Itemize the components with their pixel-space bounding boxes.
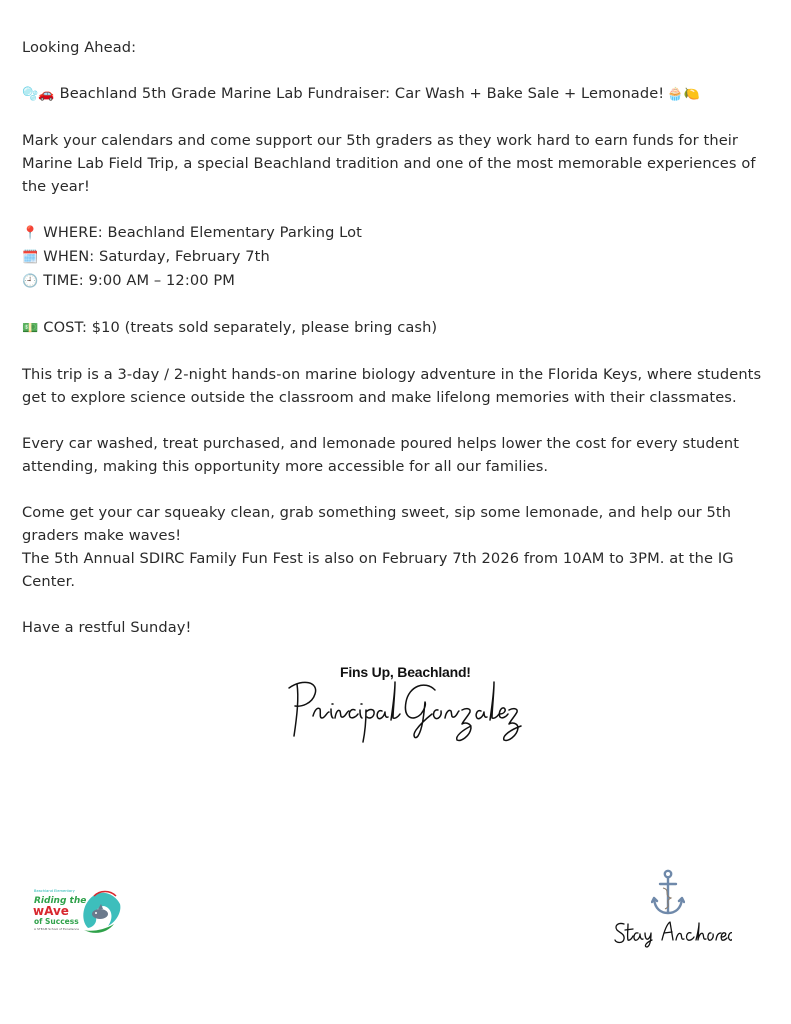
time-text: TIME: 9:00 AM – 12:00 PM <box>43 272 235 289</box>
bubbles-car-icon: 🫧🚗 <box>22 87 55 102</box>
clock-icon: 🕘 <box>22 274 39 289</box>
school-logo <box>30 884 126 944</box>
letter-body <box>22 36 779 639</box>
cost-text: COST: $10 (treats sold separately, please bring cash) <box>43 319 438 336</box>
calendar-icon: 🗓️ <box>22 250 39 265</box>
intro-paragraph: Mark your calendars and come support our 5th graders as they work hard to earn funds for their Marine Lab Field Trip, a special Beachland tradition and one of the most memorable experiences of the year! <box>22 132 756 195</box>
anchor-icon <box>651 869 685 917</box>
heading: Looking Ahead: <box>22 39 137 56</box>
where-text: WHERE: Beachland Elementary Parking Lot <box>43 224 363 241</box>
logo-tagline: A STEAM School of Excellence <box>34 927 80 931</box>
impact-paragraph: Every car washed, treat purchased, and lemonade poured helps lower the cost for every student attending, making this opportunity more accessible for all our families. <box>22 435 740 475</box>
signature-drawing <box>285 676 535 746</box>
when-text: WHEN: Saturday, February 7th <box>43 248 270 265</box>
when-line <box>22 245 779 269</box>
logo-line-3: of Success <box>34 917 79 926</box>
logo-line-2: wAve <box>33 904 69 918</box>
time-line <box>22 269 779 293</box>
logo-top-line: Beachland Elementary <box>34 889 75 893</box>
cupcake-lemon-icon: 🧁🍋 <box>667 87 700 102</box>
closing-line: Have a restful Sunday! <box>22 619 192 636</box>
call-to-action: Come get your car squeaky clean, grab something sweet, sip some lemonade, and help our 5th graders make waves! <box>22 504 732 544</box>
event-title <box>22 82 779 106</box>
family-fun-fest: The 5th Annual SDIRC Family Fun Fest is also on February 7th 2026 from 10AM to 3PM. at the IG Center. <box>22 550 734 590</box>
money-icon: 💵 <box>22 321 39 336</box>
signature <box>285 676 535 746</box>
logo-line-1: Riding the <box>34 896 87 906</box>
stay-anchored-motto <box>612 918 732 948</box>
pin-icon: 📍 <box>22 226 39 241</box>
event-title-text: Beachland 5th Grade Marine Lab Fundraiser: Car Wash + Bake Sale + Lemonade! <box>59 85 665 102</box>
motto-script <box>612 918 732 948</box>
shark-icon <box>92 909 108 919</box>
trip-description: This trip is a 3-day / 2-night hands-on marine biology adventure in the Florida Keys, where students get to explore science outside the classroom and make lifelong memories with their classmates. <box>22 366 762 406</box>
cost-line <box>22 316 779 340</box>
where-line <box>22 221 779 245</box>
wave-logo-graphic <box>30 884 126 944</box>
signoff: Fins Up, Beachland! <box>340 664 471 680</box>
